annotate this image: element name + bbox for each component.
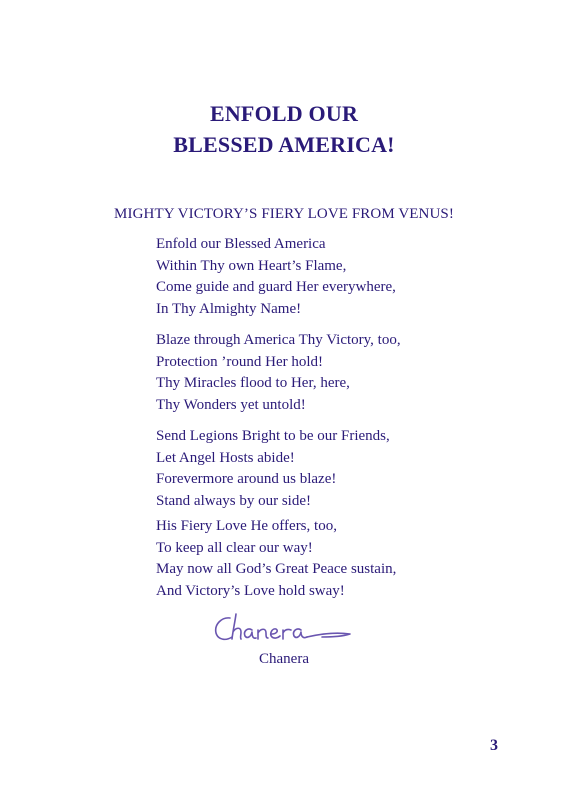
stanza-line: Send Legions Bright to be our Friends, xyxy=(156,428,390,444)
stanza-line: Enfold our Blessed America xyxy=(156,236,326,252)
stanza-line: Forevermore around us blaze! xyxy=(156,471,337,487)
poem-subtitle: MIGHTY VICTORY’S FIERY LOVE FROM VENUS! xyxy=(114,206,454,222)
stanza-1 xyxy=(156,234,396,320)
stanza-line: Within Thy own Heart’s Flame, xyxy=(156,257,347,274)
stanza-4 xyxy=(156,516,396,602)
stanza-line: In Thy Almighty Name! xyxy=(156,300,302,317)
page-number: 3 xyxy=(490,737,498,754)
stanza-line: Stand always by our side! xyxy=(156,492,311,509)
stanza-line: His Fiery Love He offers, too, xyxy=(156,518,337,534)
title-line-2: BLESSED AMERICA! xyxy=(173,132,395,157)
stanza-line: Blaze through America Thy Victory, too, xyxy=(156,332,401,348)
stanza-line: Thy Miracles flood to Her, here, xyxy=(156,375,350,391)
title-line-1: ENFOLD OUR xyxy=(209,101,359,126)
stanza-3 xyxy=(156,426,390,512)
stanza-line: May now all God’s Great Peace sustain, xyxy=(156,561,397,577)
signer-name: Chanera xyxy=(259,651,309,667)
stanza-line: Come guide and guard Her everywhere, xyxy=(156,279,396,295)
stanza-line: To keep all clear our way! xyxy=(156,539,313,556)
stanza-line: And Victory’s Love hold sway! xyxy=(156,582,345,599)
handwritten-signature xyxy=(208,608,358,648)
stanza-2 xyxy=(156,330,401,416)
stanza-line: Let Angel Hosts abide! xyxy=(156,449,295,466)
stanza-line: Thy Wonders yet untold! xyxy=(156,396,306,413)
stanza-line: Protection ’round Her hold! xyxy=(156,353,324,370)
